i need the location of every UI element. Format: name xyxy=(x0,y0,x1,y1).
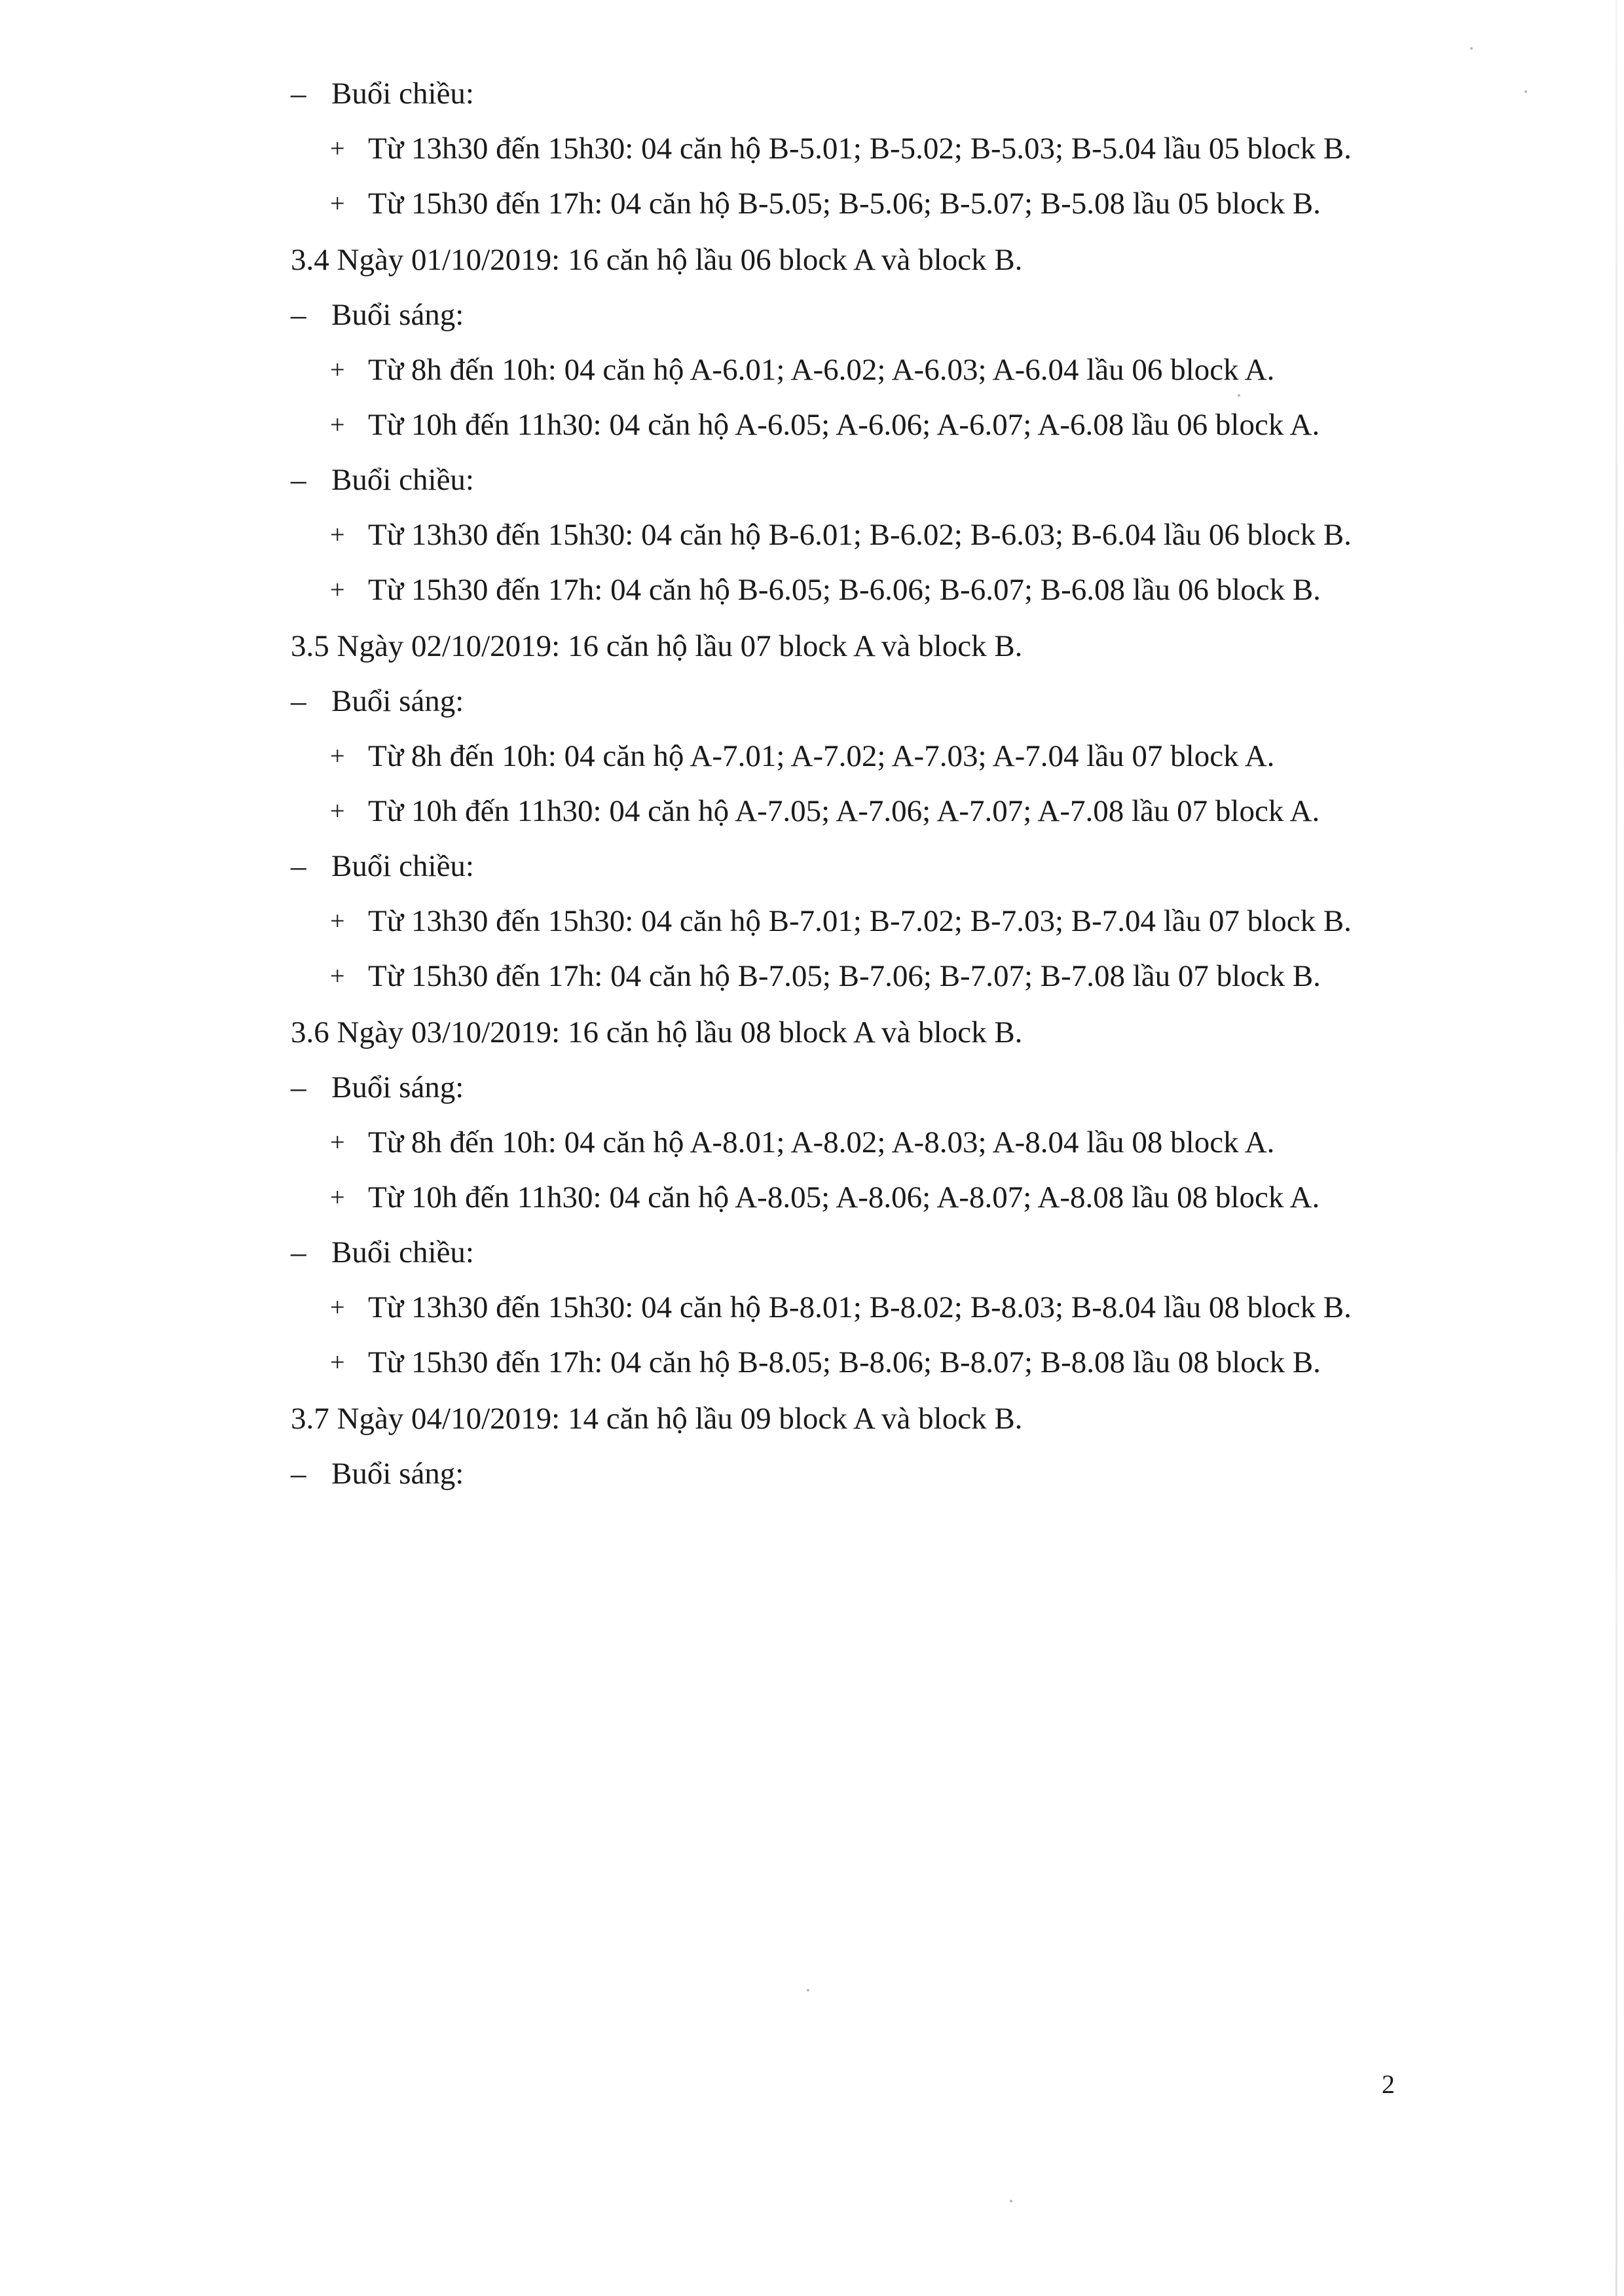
period-label: Buổi sáng: xyxy=(331,684,464,718)
time-slot-text: Từ 15h30 đến 17h: 04 căn hộ B-7.05; B-7.06; B-7.07; B-7.08 lầu 07 block B. xyxy=(368,959,1321,993)
time-slot-item xyxy=(330,733,1401,780)
time-slot-item xyxy=(330,1119,1401,1166)
dash-bullet: – xyxy=(291,463,306,497)
period-label: Buổi chiều: xyxy=(331,77,474,111)
time-slot-list xyxy=(330,511,1401,613)
time-slot-text: Từ 15h30 đến 17h: 04 căn hộ B-6.05; B-6.06; B-6.07; B-6.08 lầu 06 block B. xyxy=(368,573,1321,607)
plus-bullet: + xyxy=(330,1182,345,1212)
period-label: Buổi sáng: xyxy=(331,1457,464,1491)
time-slot-list xyxy=(330,733,1401,835)
schedule-section xyxy=(282,623,1401,1000)
time-slot-item xyxy=(330,788,1401,835)
time-slot-text: Từ 8h đến 10h: 04 căn hộ A-8.01; A-8.02; A-8.03; A-8.04 lầu 08 block A. xyxy=(368,1125,1275,1159)
time-slot-list xyxy=(330,1284,1401,1386)
plus-bullet: + xyxy=(330,1127,345,1157)
schedule-section xyxy=(282,1395,1401,1497)
dash-bullet: – xyxy=(291,1457,306,1491)
time-slot-item xyxy=(330,401,1401,448)
scan-speck xyxy=(807,1989,809,1992)
dash-bullet: – xyxy=(291,298,306,332)
time-slot-list xyxy=(330,346,1401,448)
plus-bullet: + xyxy=(330,355,345,384)
time-slot-item xyxy=(330,566,1401,613)
period-label: Buổi chiều: xyxy=(331,1235,474,1269)
scan-speck xyxy=(1010,2200,1012,2202)
section-heading: 3.5 Ngày 02/10/2019: 16 căn hộ lầu 07 block A và block B. xyxy=(291,629,1023,663)
time-slot-text: Từ 10h đến 11h30: 04 căn hộ A-7.05; A-7.06; A-7.07; A-7.08 lầu 07 block A. xyxy=(368,794,1320,828)
time-slot-item xyxy=(330,1339,1401,1386)
section-heading: 3.4 Ngày 01/10/2019: 16 căn hộ lầu 06 block A và block B. xyxy=(291,243,1023,277)
scan-edge-shadow xyxy=(1615,0,1617,2296)
time-slot-text: Từ 13h30 đến 15h30: 04 căn hộ B-5.01; B-5.02; B-5.03; B-5.04 lầu 05 block B. xyxy=(368,132,1352,166)
plus-bullet: + xyxy=(330,906,345,936)
time-slot-item xyxy=(330,953,1401,1000)
time-slot-list xyxy=(330,1119,1401,1221)
period-heading xyxy=(291,1229,1401,1276)
time-slot-text: Từ 13h30 đến 15h30: 04 căn hộ B-6.01; B-6.02; B-6.03; B-6.04 lầu 06 block B. xyxy=(368,518,1352,552)
plus-bullet: + xyxy=(330,1292,345,1322)
time-slot-text: Từ 13h30 đến 15h30: 04 căn hộ B-8.01; B-8.02; B-8.03; B-8.04 lầu 08 block B. xyxy=(368,1290,1352,1324)
time-slot-item xyxy=(330,180,1401,227)
time-slot-item xyxy=(330,1284,1401,1331)
scan-speck xyxy=(1524,90,1527,93)
period-label: Buổi sáng: xyxy=(331,1070,464,1104)
time-slot-list xyxy=(330,125,1401,227)
time-slot-list xyxy=(330,898,1401,1000)
time-slot-text: Từ 10h đến 11h30: 04 căn hộ A-6.05; A-6.06; A-6.07; A-6.08 lầu 06 block A. xyxy=(368,408,1320,442)
scan-speck xyxy=(1238,394,1240,397)
plus-bullet: + xyxy=(330,961,345,991)
period-heading xyxy=(291,291,1401,338)
period-heading xyxy=(291,1450,1401,1497)
plus-bullet: + xyxy=(330,1347,345,1377)
schedule-section xyxy=(282,236,1401,613)
scan-speck xyxy=(1470,47,1473,50)
period-label: Buổi chiều: xyxy=(331,849,474,883)
time-slot-text: Từ 8h đến 10h: 04 căn hộ A-7.01; A-7.02; A-7.03; A-7.04 lầu 07 block A. xyxy=(368,739,1275,773)
period-heading xyxy=(291,456,1401,503)
schedule-section xyxy=(282,1009,1401,1386)
period-heading xyxy=(291,1064,1401,1111)
time-slot-text: Từ 15h30 đến 17h: 04 căn hộ B-5.05; B-5.06; B-5.07; B-5.08 lầu 05 block B. xyxy=(368,187,1321,221)
time-slot-text: Từ 8h đến 10h: 04 căn hộ A-6.01; A-6.02; A-6.03; A-6.04 lầu 06 block A. xyxy=(368,353,1275,387)
time-slot-text: Từ 13h30 đến 15h30: 04 căn hộ B-7.01; B-7.02; B-7.03; B-7.04 lầu 07 block B. xyxy=(368,904,1352,938)
dash-bullet: – xyxy=(291,849,306,883)
section-heading: 3.6 Ngày 03/10/2019: 16 căn hộ lầu 08 block A và block B. xyxy=(291,1015,1023,1049)
page-number: 2 xyxy=(1382,2069,1395,2099)
dash-bullet: – xyxy=(291,77,306,111)
dash-bullet: – xyxy=(291,1235,306,1269)
dash-bullet: – xyxy=(291,684,306,718)
period-heading xyxy=(291,678,1401,725)
period-heading xyxy=(291,843,1401,890)
time-slot-item xyxy=(330,898,1401,945)
time-slot-item xyxy=(330,511,1401,558)
plus-bullet: + xyxy=(330,741,345,771)
schedule-section xyxy=(282,70,1401,227)
plus-bullet: + xyxy=(330,189,345,218)
period-label: Buổi sáng: xyxy=(331,298,464,332)
time-slot-item xyxy=(330,125,1401,172)
section-heading: 3.7 Ngày 04/10/2019: 14 căn hộ lầu 09 block A và block B. xyxy=(291,1402,1023,1436)
plus-bullet: + xyxy=(330,575,345,604)
plus-bullet: + xyxy=(330,796,345,826)
plus-bullet: + xyxy=(330,134,345,163)
time-slot-text: Từ 15h30 đến 17h: 04 căn hộ B-8.05; B-8.06; B-8.07; B-8.08 lầu 08 block B. xyxy=(368,1345,1321,1379)
time-slot-item xyxy=(330,1174,1401,1221)
schedule-content xyxy=(282,62,1401,1497)
period-heading xyxy=(291,70,1401,117)
period-label: Buổi chiều: xyxy=(331,463,474,497)
plus-bullet: + xyxy=(330,410,345,439)
dash-bullet: – xyxy=(291,1070,306,1104)
time-slot-text: Từ 10h đến 11h30: 04 căn hộ A-8.05; A-8.06; A-8.07; A-8.08 lầu 08 block A. xyxy=(368,1180,1320,1214)
time-slot-item xyxy=(330,346,1401,393)
plus-bullet: + xyxy=(330,520,345,549)
